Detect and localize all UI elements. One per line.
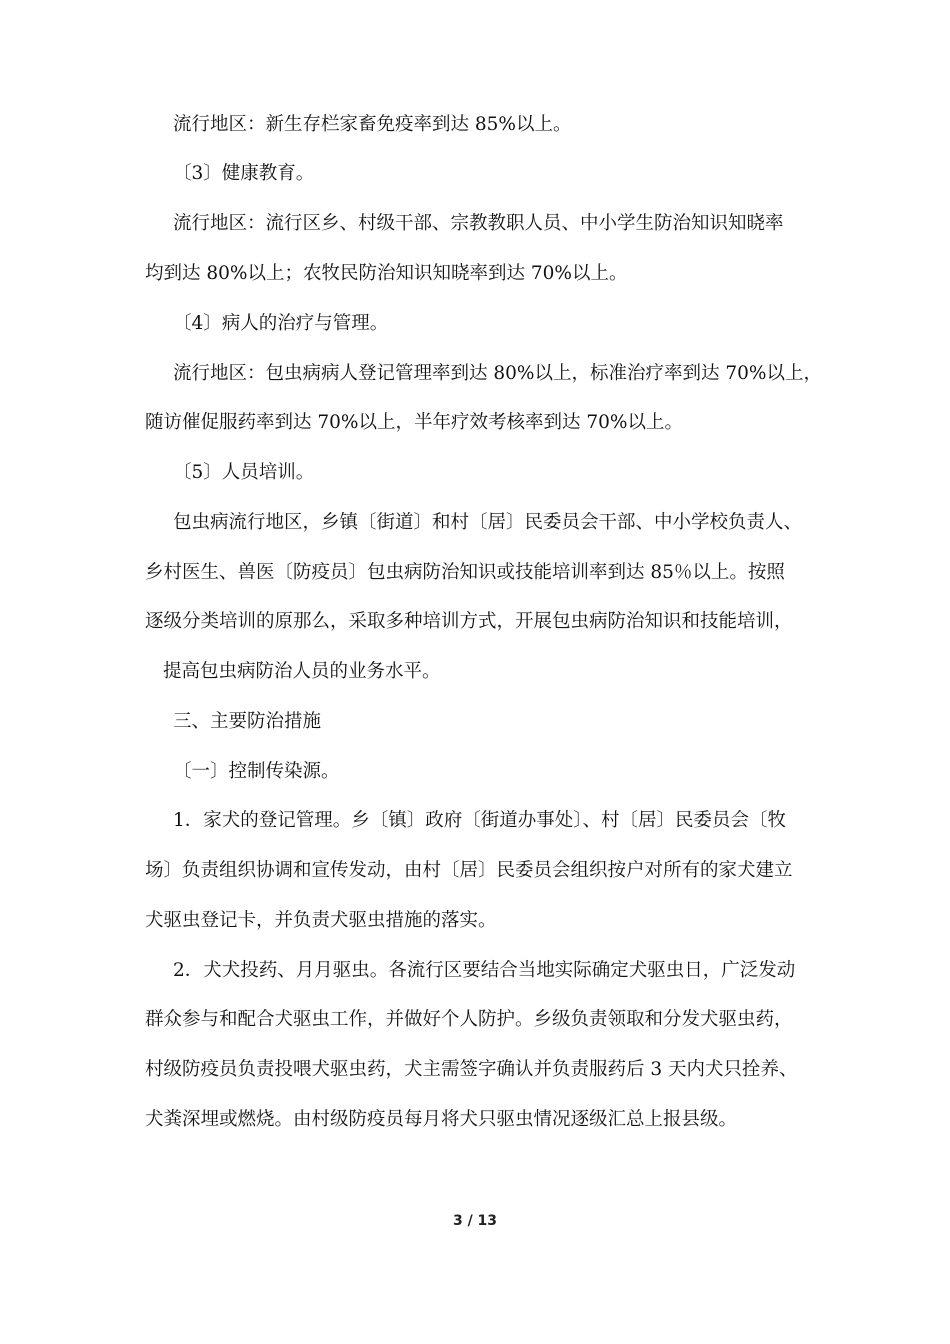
- paragraph-line: 2．犬犬投药、月月驱虫。各流行区要结合当地实际确定犬驱虫日，广泛发动: [173, 960, 796, 981]
- subsection-heading: 〔一〕控制传染源。: [173, 761, 340, 782]
- page-number: 3 / 13: [452, 1213, 498, 1229]
- section-heading: 三、主要防治措施: [173, 711, 322, 732]
- paragraph-line: 流行地区：流行区乡、村级干部、宗教教职人员、中小学生防治知识知晓率: [173, 213, 784, 234]
- paragraph-line: 乡村医生、兽医〔防疫员〕包虫病防治知识或技能培训率到达 85％以上。按照: [145, 562, 785, 583]
- paragraph-line: 犬驱虫登记卡，并负责犬驱虫措施的落实。: [145, 910, 497, 931]
- paragraph-line: 村级防疫员负责投喂犬驱虫药，犬主需签字确认并负责服药后 3 天内犬只拴养、: [145, 1059, 798, 1080]
- paragraph-line: 逐级分类培训的原那么，采取多种培训方式，开展包虫病防治知识和技能培训，: [145, 611, 793, 632]
- paragraph-line: 〔3〕健康教育。: [173, 163, 315, 184]
- paragraph-line: 场〕负责组织协调和宣传发动，由村〔居〕民委员会组织按户对所有的家犬建立: [145, 860, 793, 881]
- paragraph-line: 提高包虫病防治人员的业务水平。: [163, 661, 441, 682]
- paragraph-line: 流行地区：新生存栏家畜免疫率到达 85%以上。: [173, 114, 572, 135]
- paragraph-line: 1．家犬的登记管理。乡〔镇〕政府〔街道办事处〕、村〔居〕民委员会〔牧: [173, 810, 787, 831]
- paragraph-line: 包虫病流行地区，乡镇〔街道〕和村〔居〕民委员会干部、中小学校负责人、: [173, 512, 803, 533]
- paragraph-line: 〔5〕人员培训。: [173, 462, 315, 483]
- paragraph-line: 〔4〕病人的治疗与管理。: [173, 313, 389, 334]
- paragraph-line: 均到达 80%以上；农牧民防治知识知晓率到达 70%以上。: [145, 263, 628, 284]
- paragraph-line: 犬粪深埋或燃烧。由村级防疫员每月将犬只驱虫情况逐级汇总上报县级。: [145, 1109, 738, 1130]
- paragraph-line: 群众参与和配合犬驱虫工作，并做好个人防护。乡级负责领取和分发犬驱虫药，: [145, 1009, 793, 1030]
- paragraph-line: 流行地区：包虫病病人登记管理率到达 80%以上，标准治疗率到达 70%以上，: [173, 363, 823, 384]
- paragraph-line: 随访催促服药率到达 70%以上，半年疗效考核率到达 70%以上。: [145, 412, 684, 433]
